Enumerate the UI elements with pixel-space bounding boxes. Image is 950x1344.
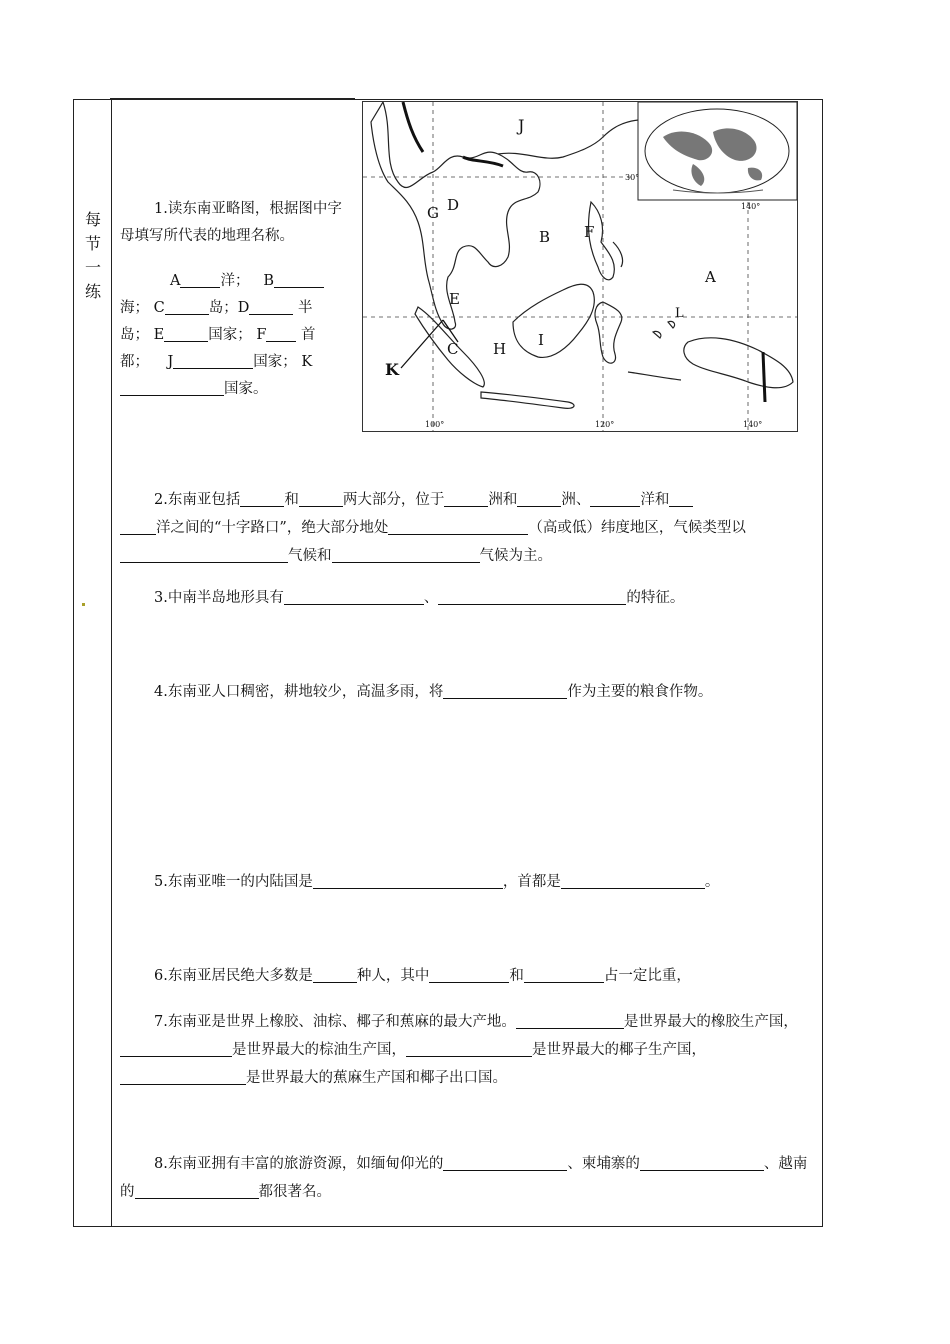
q7-text: 7.东南亚是世界上橡胶、油棕、椰子和蕉麻的最大产地。	[154, 1014, 516, 1030]
q5-text: 。	[704, 874, 720, 890]
gutter-mark	[82, 603, 85, 606]
q1-blanks	[120, 268, 348, 403]
q8-text: 、柬埔寨的	[567, 1156, 640, 1172]
blank-q2-6[interactable]	[669, 488, 693, 507]
q2-text: 洲和	[488, 492, 518, 508]
q4-text: 4.东南亚人口稠密，耕地较少，高温多雨，将	[154, 684, 444, 700]
gutter-column	[74, 100, 112, 1226]
map-tick-140: 140°	[741, 202, 761, 211]
blank-a[interactable]	[180, 269, 220, 288]
q1-label: 首都；	[120, 327, 316, 370]
map-letter-h: H	[493, 340, 507, 358]
map-pointer-lines	[363, 102, 797, 431]
q1-label: B	[263, 273, 274, 289]
q2-text: （高或低）纬度地区，气候类型以	[528, 520, 746, 536]
q3-text: 、	[423, 590, 439, 606]
map-letter-a: A	[705, 268, 716, 286]
q2-text: 洋和	[640, 492, 670, 508]
q1-label: 国家；	[208, 327, 252, 343]
q2-text: 洋之间的“十字路口”，绝大部分地处	[156, 520, 389, 536]
blank-q2-4[interactable]	[517, 488, 561, 507]
q1-label: 洋；	[220, 273, 250, 289]
q6-text: 占一定比重，	[603, 968, 691, 984]
gutter-char: 节	[84, 234, 101, 253]
q1-label: 半岛；	[120, 300, 313, 343]
q2-text: 气候为主。	[479, 548, 552, 564]
q1-label: J	[167, 354, 174, 370]
blank-b[interactable]	[274, 269, 324, 288]
q6-text: 种人，其中	[356, 968, 430, 984]
blank-k[interactable]	[120, 377, 224, 396]
map-letter-i: I	[538, 331, 544, 349]
blank-q2-9[interactable]	[120, 544, 288, 563]
q2-text: 气候和	[288, 548, 332, 564]
blank-d[interactable]	[249, 296, 293, 315]
blank-q2-10[interactable]	[332, 544, 480, 563]
q7-text: 是世界最大的橡胶生产国，	[623, 1014, 798, 1030]
q6-text: 6.东南亚居民绝大多数是	[154, 968, 313, 984]
q4-text: 作为主要的粮食作物。	[567, 684, 713, 700]
blank-q6-2[interactable]	[429, 964, 509, 983]
q2-text: 2.东南亚包括	[154, 492, 241, 508]
gutter-char: 练	[84, 282, 101, 301]
blank-q2-3[interactable]	[444, 488, 488, 507]
blank-q5-1[interactable]	[313, 870, 503, 889]
southeast-asia-map	[362, 101, 798, 432]
blank-q8-1[interactable]	[443, 1152, 567, 1171]
blank-q6-3[interactable]	[524, 964, 604, 983]
q8-text: 、越南的	[120, 1156, 808, 1200]
q1-label: K	[301, 354, 313, 370]
blank-q3-1[interactable]	[284, 586, 424, 605]
blank-q5-2[interactable]	[561, 870, 705, 889]
gutter-char: 每	[84, 210, 101, 229]
gutter-label	[83, 208, 103, 304]
q1-label: 海；	[120, 300, 149, 316]
blank-q4-1[interactable]	[443, 680, 567, 699]
blank-q8-3[interactable]	[135, 1180, 259, 1199]
q2-text: 洲、	[561, 492, 591, 508]
map-letter-c: C	[447, 340, 459, 358]
blank-f[interactable]	[266, 323, 296, 342]
q1-label: F	[256, 327, 267, 343]
blank-q7-3[interactable]	[406, 1038, 532, 1057]
map-letter-e: E	[449, 290, 460, 308]
gutter-char: 一	[84, 258, 101, 277]
q1-label: E	[153, 327, 165, 343]
map-tick-100-bottom: 100°	[425, 420, 445, 429]
blank-j[interactable]	[173, 350, 253, 369]
blank-q2-2[interactable]	[299, 488, 343, 507]
blank-q7-2[interactable]	[120, 1038, 232, 1057]
q6-text: 和	[509, 968, 524, 984]
q3-text: 的特征。	[626, 590, 685, 606]
blank-q7-1[interactable]	[516, 1010, 624, 1029]
q7-text: 是世界最大的棕油生产国，	[232, 1042, 406, 1058]
question-7	[120, 1008, 810, 1092]
question-8	[120, 1150, 810, 1206]
q8-text: 都很著名。	[258, 1184, 331, 1200]
map-letter-f: F	[584, 223, 595, 241]
map-letter-l: L	[675, 306, 684, 321]
q5-text: 5.东南亚唯一的内陆国是	[154, 874, 313, 890]
q8-text: 8.东南亚拥有丰富的旅游资源，如缅甸仰光的	[154, 1156, 444, 1172]
q1-label: C	[153, 300, 165, 316]
map-letter-b: B	[539, 228, 551, 246]
blank-q2-1[interactable]	[240, 488, 284, 507]
map-letter-g: G	[427, 204, 439, 222]
blank-q3-2[interactable]	[438, 586, 626, 605]
question-4	[120, 678, 810, 706]
q5-text: ，首都是	[502, 874, 561, 890]
q1-intro: 1.读东南亚略图，根据图中字母填写所代表的地理名称。	[120, 201, 342, 244]
map-tick-120-bottom: 120°	[595, 420, 615, 429]
map-letter-k: K	[385, 360, 399, 379]
q1-label: A	[170, 273, 181, 289]
question-6	[120, 962, 810, 990]
blank-c[interactable]	[165, 296, 209, 315]
question-5	[120, 868, 810, 896]
blank-q2-5[interactable]	[590, 488, 640, 507]
map-letter-j: J	[518, 116, 525, 135]
map-letter-d: D	[447, 196, 460, 214]
q1-label: 国家；	[253, 354, 297, 370]
blank-q8-2[interactable]	[640, 1152, 764, 1171]
blank-q6-1[interactable]	[313, 964, 357, 983]
question-2	[120, 486, 810, 570]
blank-q2-7[interactable]	[120, 516, 156, 535]
q3-text: 3.中南半岛地形具有	[154, 590, 284, 606]
blank-e[interactable]	[164, 323, 208, 342]
q7-text: 是世界最大的椰子生产国，	[532, 1042, 706, 1058]
q1-label: 国家。	[224, 381, 268, 397]
map-tick-30: 30°	[625, 173, 640, 182]
blank-q2-8[interactable]	[388, 516, 528, 535]
question-1	[120, 196, 348, 403]
blank-q7-4[interactable]	[120, 1066, 246, 1085]
q2-text: 和	[284, 492, 299, 508]
q7-text: 是世界最大的蕉麻生产国和椰子出口国。	[246, 1070, 507, 1086]
question-3	[120, 584, 810, 612]
map-tick-140-bottom: 140°	[743, 420, 763, 429]
q2-text: 两大部分，位于	[342, 492, 445, 508]
q1-label: 岛；D	[208, 300, 250, 316]
